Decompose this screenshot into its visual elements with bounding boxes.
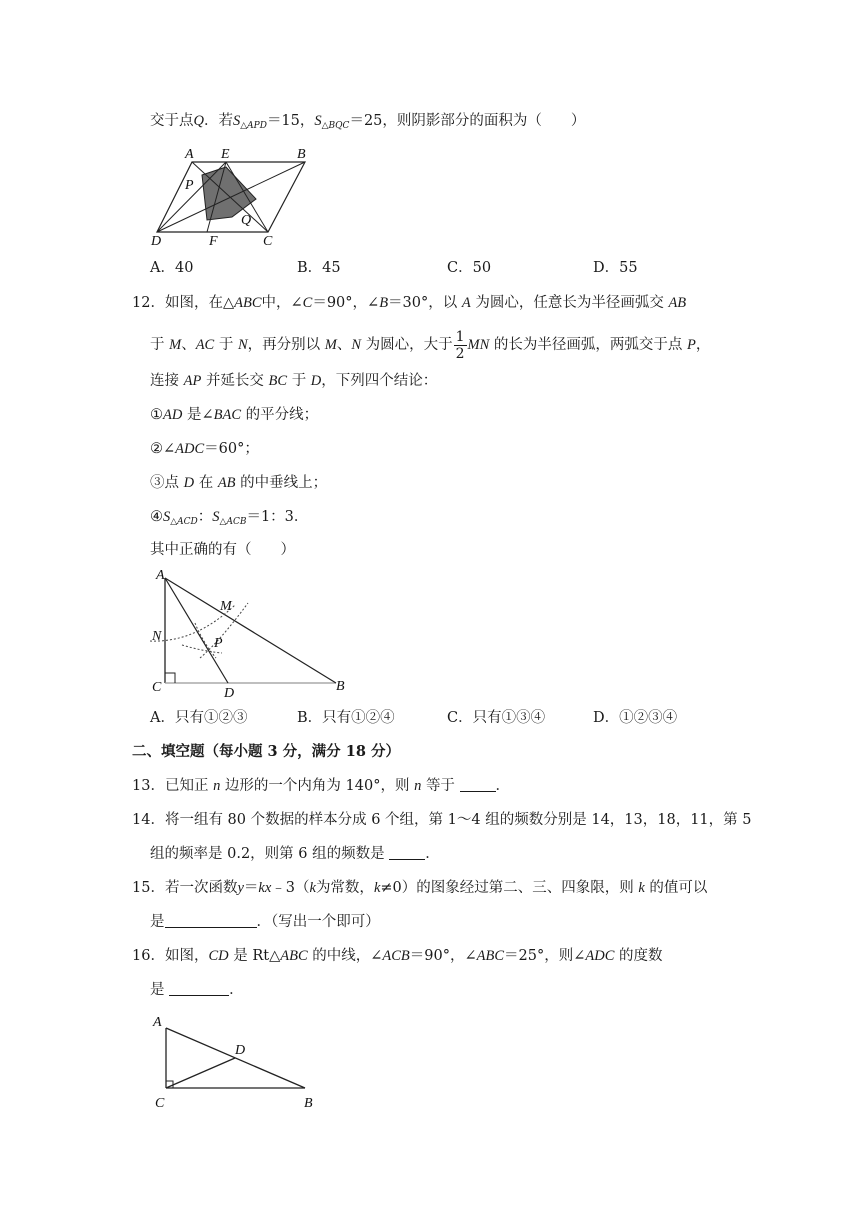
text-fragment: ＝30°，以 bbox=[388, 295, 458, 311]
text-fragment: ﹣3（ bbox=[271, 880, 310, 896]
subscript: △ACD bbox=[170, 517, 198, 527]
q12-option-c: C．只有①③④ bbox=[447, 710, 546, 726]
label-p: P bbox=[185, 178, 194, 193]
text-fragment: 是∠ bbox=[186, 407, 214, 423]
text-fragment: 的中线，∠ bbox=[312, 948, 383, 964]
var: ACB bbox=[382, 948, 410, 964]
label-b: B bbox=[304, 1096, 313, 1111]
q14-line-2 bbox=[150, 844, 440, 864]
var: AB bbox=[217, 475, 236, 491]
text-fragment: 交于点 bbox=[150, 113, 194, 129]
label-c: C bbox=[263, 234, 273, 245]
var: N bbox=[237, 337, 248, 353]
var: AB bbox=[668, 295, 687, 311]
text-fragment: 于 bbox=[291, 373, 307, 389]
fraction-half bbox=[454, 329, 467, 362]
text-fragment: ． bbox=[425, 846, 440, 862]
text-fragment: 的中垂线上； bbox=[240, 475, 328, 491]
text-fragment: ＝15， bbox=[266, 113, 315, 129]
q12-option-d: D．①②③④ bbox=[593, 710, 678, 726]
q11-option-b: B．45 bbox=[297, 260, 341, 276]
text-fragment: 于 bbox=[218, 337, 234, 353]
var: M bbox=[169, 337, 182, 353]
var: ADC bbox=[175, 441, 205, 457]
fraction-numerator: 1 bbox=[455, 328, 465, 345]
label-c: C bbox=[155, 1096, 165, 1111]
arc-from-n-2 bbox=[195, 623, 216, 658]
var: ABC bbox=[280, 948, 308, 964]
text-fragment: 、 bbox=[336, 337, 352, 353]
q15-line-1 bbox=[132, 878, 707, 898]
label-b: B bbox=[336, 679, 345, 694]
text-fragment: 是 bbox=[150, 914, 165, 930]
label-b: B bbox=[297, 147, 306, 162]
text-fragment: 是 bbox=[150, 982, 165, 998]
label-f: F bbox=[209, 234, 218, 245]
var: P bbox=[687, 337, 696, 353]
text-fragment: 于 bbox=[150, 337, 165, 353]
text-fragment: ②∠ bbox=[150, 441, 176, 457]
q12-conclusion-3 bbox=[150, 473, 327, 493]
var-s: S bbox=[212, 509, 220, 525]
text-fragment: 、 bbox=[181, 337, 196, 353]
label-q: Q bbox=[241, 213, 252, 228]
text-fragment: 13．已知正 bbox=[132, 778, 209, 794]
var: BC bbox=[268, 373, 288, 389]
var: MN bbox=[467, 337, 490, 353]
label-p: P bbox=[214, 636, 223, 651]
text-fragment: 是 Rt△ bbox=[233, 948, 281, 964]
text-fragment: ＝25°，则∠ bbox=[504, 948, 586, 964]
var: k bbox=[309, 880, 316, 896]
text-fragment: ＝1：3． bbox=[246, 509, 309, 525]
var: M bbox=[324, 337, 337, 353]
q16-line-1 bbox=[132, 946, 663, 966]
fraction-denominator: 2 bbox=[455, 345, 465, 362]
q12-line-3 bbox=[150, 371, 437, 391]
var: k bbox=[638, 880, 645, 896]
label-n: N bbox=[152, 629, 162, 644]
answer-blank[interactable] bbox=[165, 913, 257, 928]
q11-stem-line bbox=[150, 111, 585, 136]
text-fragment: 12．如图，在△ bbox=[132, 295, 235, 311]
var: y bbox=[237, 880, 244, 896]
label-d: D bbox=[235, 1043, 246, 1058]
text-fragment: 中，∠ bbox=[261, 295, 303, 311]
var: AP bbox=[183, 373, 202, 389]
q11-option-c: C．50 bbox=[447, 260, 492, 276]
var: AD bbox=[163, 407, 183, 423]
var: n bbox=[213, 778, 221, 794]
text-fragment: ，下列四个结论： bbox=[321, 373, 438, 389]
label-d: D bbox=[151, 234, 162, 245]
var-s: S bbox=[314, 113, 322, 129]
text-fragment: 的平分线； bbox=[245, 407, 319, 423]
q11-option-a: A．40 bbox=[150, 260, 194, 276]
text-fragment: ＝90°，∠ bbox=[312, 295, 380, 311]
text-fragment: 在 bbox=[198, 475, 214, 491]
q12-conclusion-1 bbox=[150, 405, 318, 425]
q12-line-2 bbox=[150, 328, 710, 362]
q11-option-d: D．55 bbox=[593, 260, 638, 276]
text-fragment: ． bbox=[229, 982, 244, 998]
text-fragment: ＝90°，∠ bbox=[409, 948, 477, 964]
var: kx bbox=[258, 880, 272, 896]
q12-option-b: B．只有①②④ bbox=[297, 710, 395, 726]
var: D bbox=[183, 475, 195, 491]
var: C bbox=[302, 295, 313, 311]
var: AC bbox=[195, 337, 215, 353]
text-fragment: 的值可以 bbox=[649, 880, 708, 896]
q12-option-a: A．只有①②③ bbox=[150, 710, 248, 726]
subscript: △ACB bbox=[219, 517, 247, 527]
answer-blank[interactable] bbox=[389, 845, 425, 860]
text-fragment: ，再分别以 bbox=[247, 337, 321, 353]
q15-line-2 bbox=[150, 912, 380, 932]
subscript: △APD bbox=[240, 121, 267, 131]
text-fragment: ③点 bbox=[150, 475, 179, 491]
label-d: D bbox=[224, 686, 235, 701]
answer-blank[interactable] bbox=[169, 981, 229, 996]
segment-cd bbox=[166, 1058, 235, 1088]
text-fragment: 组的频率是 0.2，则第 6 组的频数是 bbox=[150, 846, 385, 862]
text-fragment: 15．若一次函数 bbox=[132, 880, 238, 896]
text-fragment: ④ bbox=[150, 509, 163, 525]
label-a: A bbox=[185, 147, 194, 162]
label-c: C bbox=[152, 680, 162, 695]
q12-conclusion-4 bbox=[150, 507, 308, 532]
text-fragment: ： bbox=[197, 509, 213, 525]
text-fragment: ．若 bbox=[203, 113, 233, 129]
var-s: S bbox=[232, 113, 241, 129]
segment-ad bbox=[165, 578, 228, 683]
var: CD bbox=[208, 948, 229, 964]
q11-parallelogram-figure bbox=[145, 145, 320, 245]
text-fragment: ， bbox=[695, 337, 711, 353]
text-fragment: ＝ bbox=[243, 880, 259, 896]
section-title: 二、填空题（每小题 3 分，满分 18 分） bbox=[132, 743, 400, 760]
var: n bbox=[414, 778, 422, 794]
q13-line bbox=[132, 776, 510, 796]
text-fragment: ＝60°； bbox=[204, 441, 259, 457]
var: N bbox=[351, 337, 361, 353]
q16-line-2 bbox=[150, 980, 244, 1000]
var: BAC bbox=[213, 407, 241, 423]
label-e: E bbox=[221, 147, 230, 162]
text-fragment: ＝25，则阴影部分的面积为（ ） bbox=[349, 113, 586, 129]
text-fragment: 边形的一个内角为 140°，则 bbox=[224, 778, 410, 794]
right-angle-mark bbox=[165, 673, 175, 683]
var: ABC bbox=[234, 295, 262, 311]
text-fragment: ① bbox=[150, 407, 163, 423]
text-fragment: 的长为半径画弧，两弧交于点 bbox=[493, 337, 683, 353]
var: ADC bbox=[585, 948, 615, 964]
label-a: A bbox=[156, 568, 165, 583]
q12-question: 其中正确的有（ ） bbox=[150, 542, 295, 558]
var-q: Q bbox=[193, 113, 204, 129]
text-fragment: 的度数 bbox=[619, 948, 663, 964]
var: A bbox=[461, 295, 471, 311]
text-fragment: 为圆心，任意长为半径画弧交 bbox=[475, 295, 664, 311]
text-fragment: ．（写出一个即可） bbox=[256, 914, 380, 930]
text-fragment: 为圆心，大于 bbox=[365, 337, 453, 353]
text-fragment: ． bbox=[495, 778, 511, 794]
var-s: S bbox=[163, 509, 171, 525]
label-a: A bbox=[153, 1015, 162, 1030]
var: B bbox=[379, 295, 389, 311]
var: ABC bbox=[476, 948, 505, 964]
q12-conclusion-2 bbox=[150, 439, 259, 459]
subscript: △BQC bbox=[321, 121, 350, 131]
q14-line-1: 14．将一组有 80 个数据的样本分成 6 个组，第 1～4 组的频数分别是 14，13，18，11，第 5 bbox=[132, 812, 752, 828]
text-fragment: 连接 bbox=[150, 373, 179, 389]
text-fragment: ≠0）的图象经过第二、三、四象限，则 bbox=[380, 880, 634, 896]
text-fragment: 并延长交 bbox=[205, 373, 264, 389]
q16-triangle-figure bbox=[145, 1010, 325, 1115]
segment-ab bbox=[165, 578, 336, 683]
answer-blank[interactable] bbox=[460, 777, 496, 792]
q12-triangle-figure bbox=[140, 563, 355, 703]
text-fragment: 为常数， bbox=[315, 880, 374, 896]
var: k bbox=[373, 880, 381, 896]
text-fragment: 等于 bbox=[425, 778, 455, 794]
q12-line-1 bbox=[132, 293, 686, 313]
var: D bbox=[310, 373, 322, 389]
label-m: M bbox=[220, 599, 232, 614]
text-fragment: 16．如图， bbox=[132, 948, 209, 964]
